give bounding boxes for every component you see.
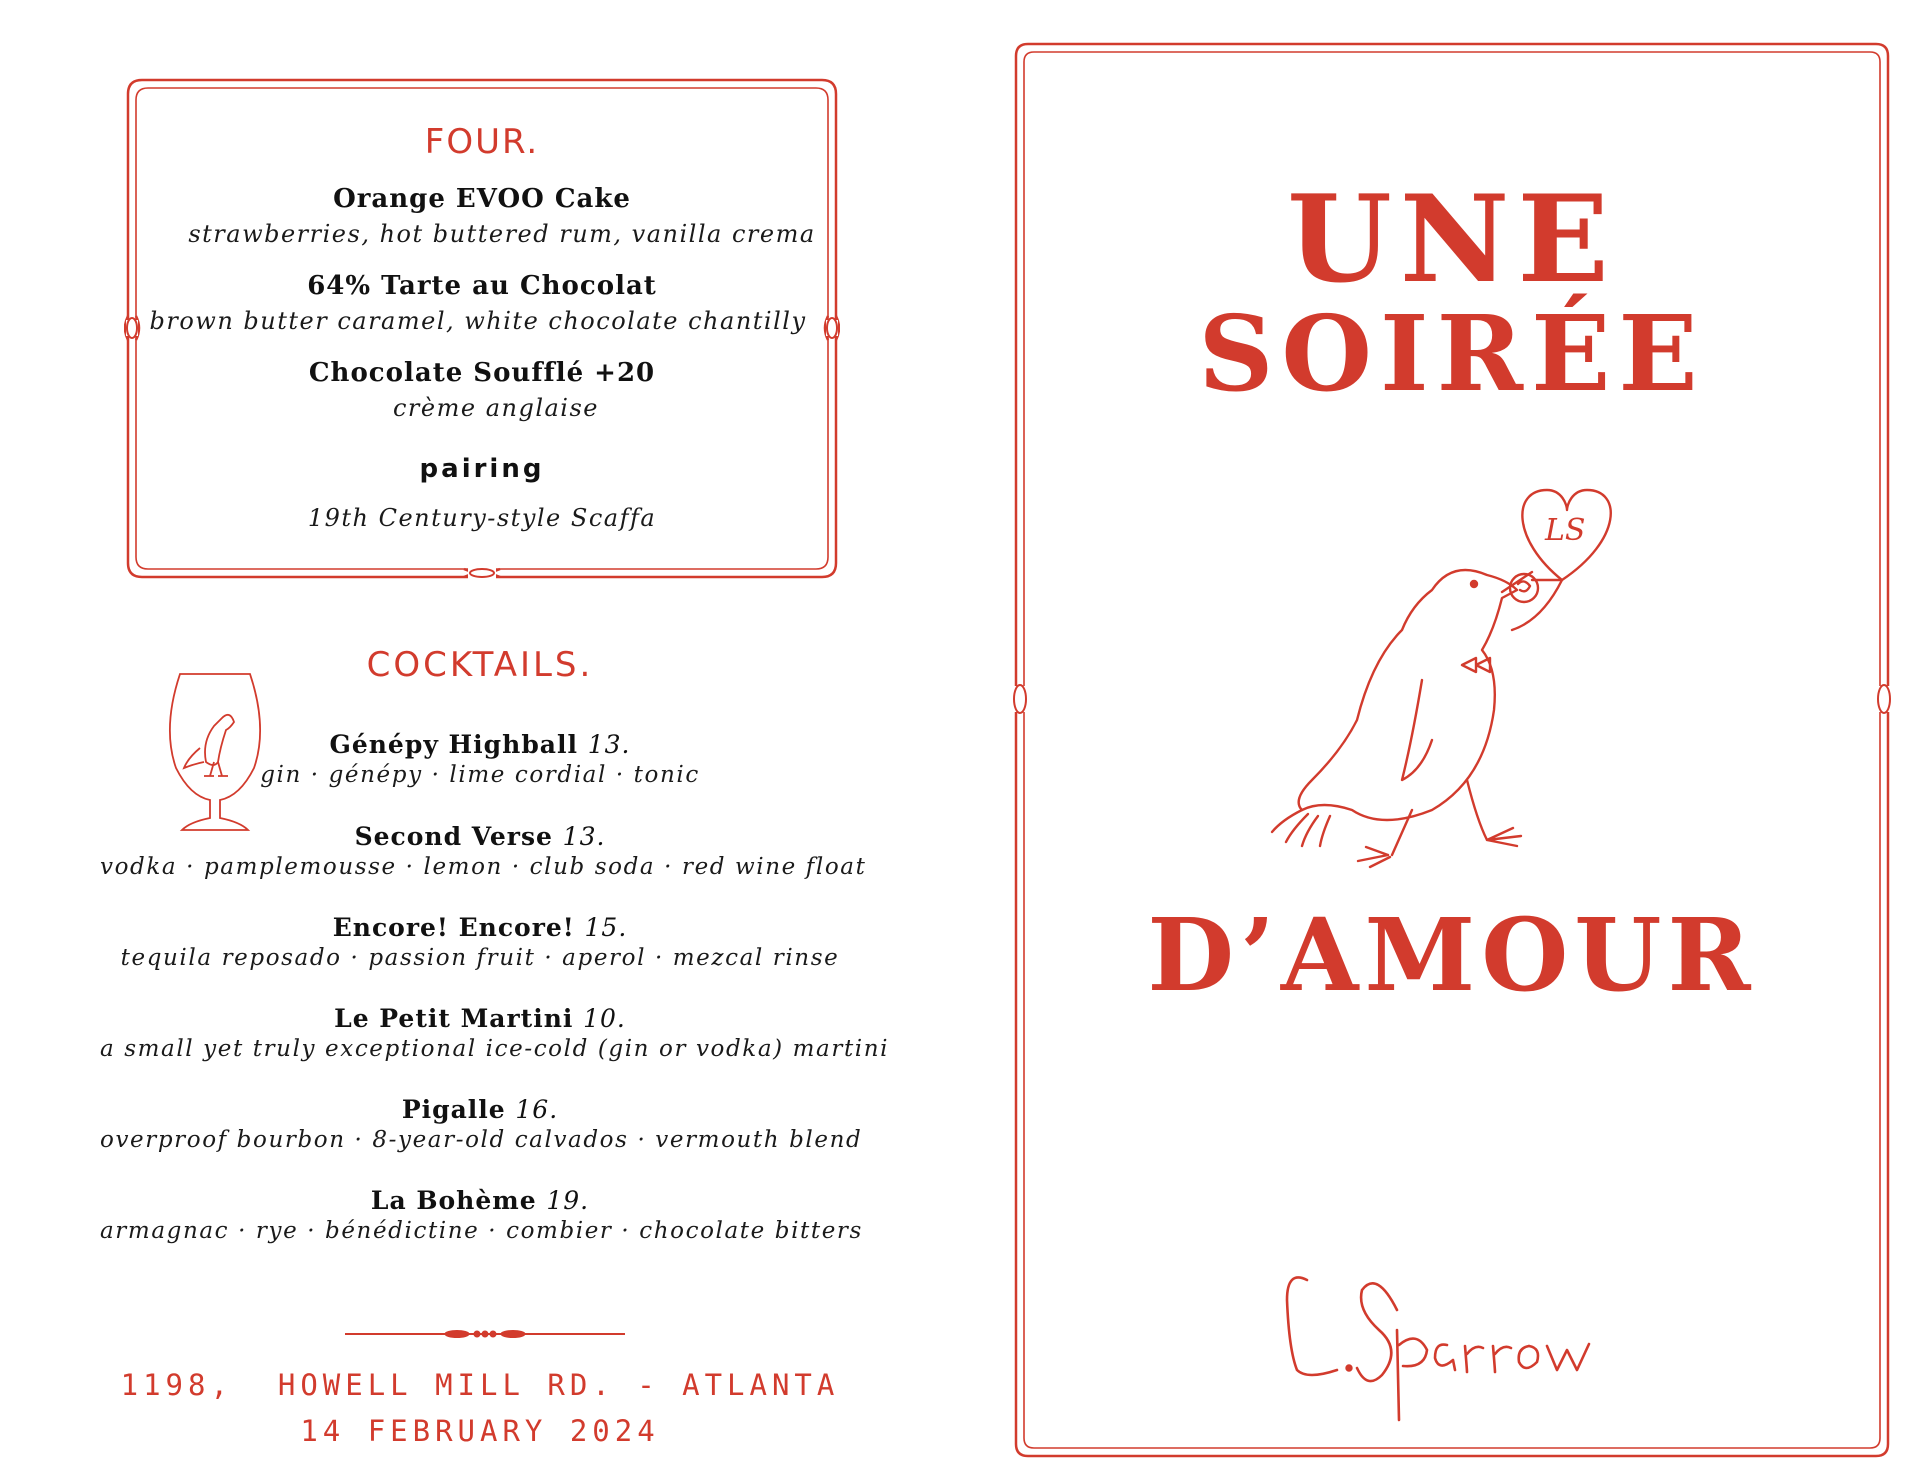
cocktail-price: 16. — [515, 1095, 559, 1124]
cocktail-description: overproof bourbon · 8-year-old calvados · vermouth blend — [100, 1127, 863, 1153]
venue-address: 1198, HOWELL MILL RD. - ATLANTA — [120, 1368, 840, 1402]
cocktail-price: 13. — [587, 730, 631, 759]
cocktail-name: Second Verse 13. — [354, 822, 606, 851]
dish-name: Chocolate Soufflé +20 — [308, 358, 656, 388]
sparrow-with-rose-illustration — [1262, 480, 1642, 910]
cocktail-price: 10. — [583, 1004, 626, 1033]
heart-monogram: LS — [1545, 513, 1586, 548]
dish-description: strawberries, hot buttered rum, vanilla crema — [188, 220, 816, 248]
cocktail-description: tequila reposado · passion fruit · aperol · mezcal rinse — [120, 945, 840, 971]
pairing-label: pairing — [419, 454, 545, 484]
dish-description: brown butter caramel, white chocolate chantilly — [149, 307, 807, 335]
cocktails-title: COCKTAILS. — [366, 645, 594, 685]
cocktail-description: armagnac · rye · bénédictine · combier · chocolate bitters — [100, 1218, 863, 1244]
course-title: FOUR. — [424, 122, 540, 162]
cocktail-name: Le Petit Martini 10. — [334, 1004, 626, 1033]
cocktail-name: Pigalle 16. — [401, 1095, 559, 1124]
cocktail-description: a small yet truly exceptional ice-cold (gin or vodka) martini — [100, 1036, 890, 1062]
menu-cover — [1012, 40, 1892, 1460]
cocktail-name: Encore! Encore! 15. — [332, 913, 628, 942]
cocktail-description: gin · génépy · lime cordial · tonic — [260, 762, 700, 788]
cocktail-price: 15. — [584, 913, 628, 942]
ornamental-divider — [345, 1326, 625, 1342]
headline-line-1: UNE — [1287, 169, 1617, 310]
dish-description: crème anglaise — [392, 394, 599, 422]
dish-name: Orange EVOO Cake — [333, 184, 631, 214]
cocktail-description: vodka · pamplemousse · lemon · club soda · red wine float — [100, 854, 867, 880]
cocktail-price: 13. — [562, 822, 606, 851]
cocktail-name: La Bohème 19. — [370, 1186, 590, 1215]
dish-name: 64% Tarte au Chocolat — [307, 271, 657, 301]
cocktail-price: 19. — [546, 1186, 590, 1215]
cocktail-name: Génépy Highball 13. — [329, 730, 631, 759]
dessert-course-box — [124, 76, 840, 581]
headline-line-2: SOIRÉE — [1198, 292, 1706, 415]
event-date: 14 FEBRUARY 2024 — [300, 1414, 660, 1448]
pairing-drink: 19th Century-style Scaffa — [307, 504, 657, 532]
headline-line-3: D’AMOUR — [1147, 896, 1757, 1014]
